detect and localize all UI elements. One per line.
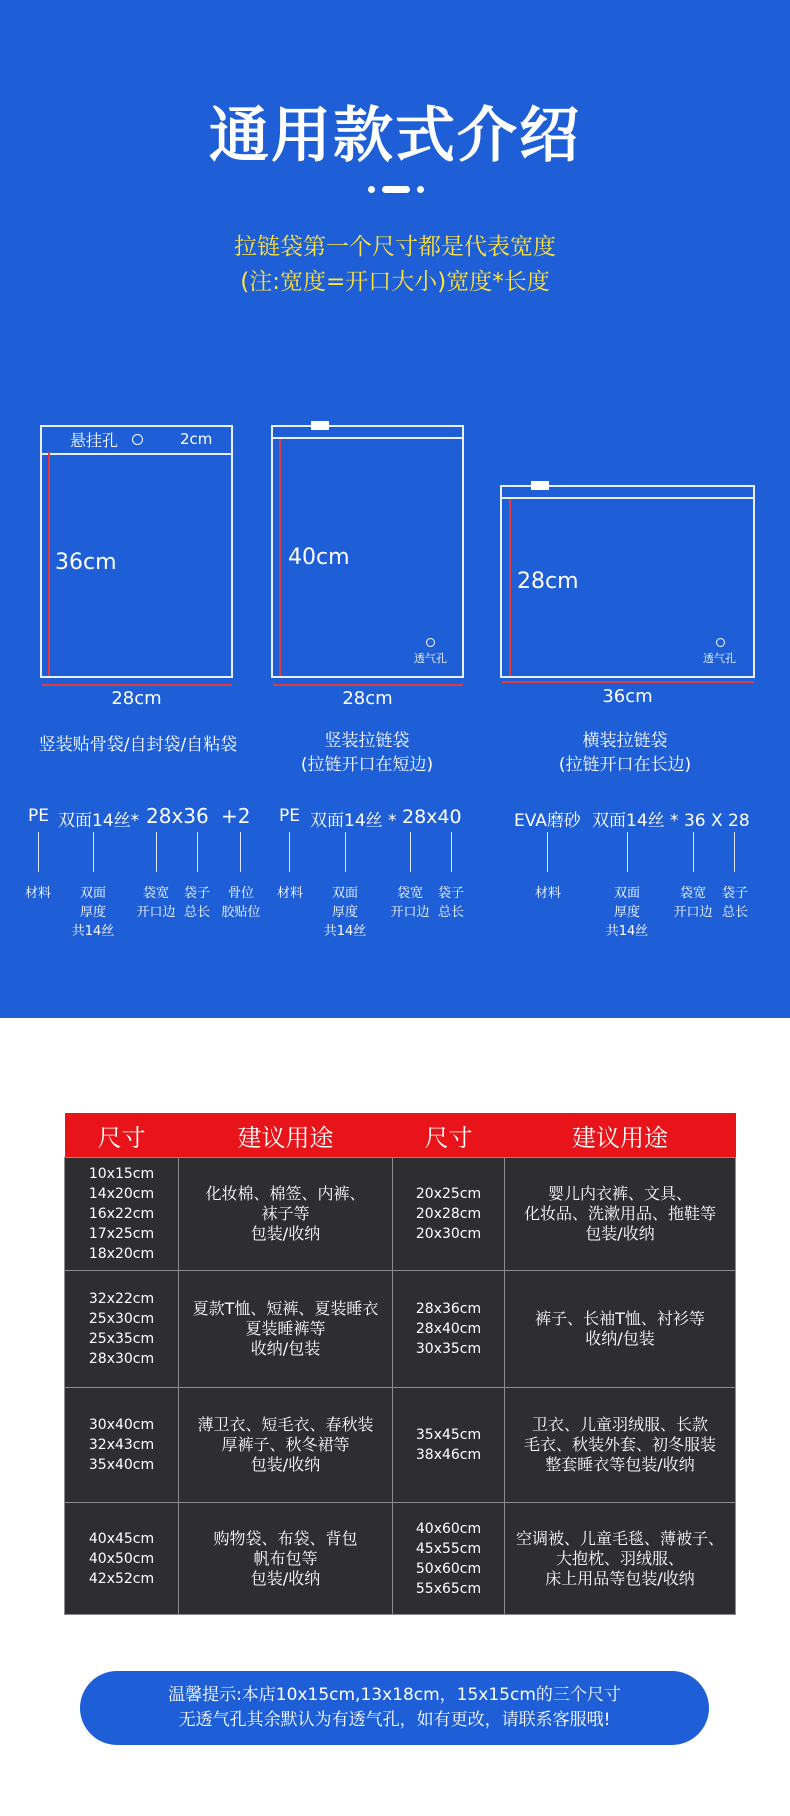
spec-tick: [197, 832, 198, 872]
label-glue: 骨位 胶贴位: [221, 886, 261, 920]
subtitle-line-2: (注:宽度=开口大小)宽度*长度: [240, 269, 550, 295]
divider-dot: [417, 186, 424, 193]
notice-line-2: 无透气孔其余默认为有透气孔，如有更改，请联系客服哦!: [178, 1710, 611, 1730]
usage-cell: 卫衣、儿童羽绒服、长款 毛衣、秋装外套、初冬服装 整套睡衣等包装/收纳: [505, 1388, 736, 1503]
spec-tick: [734, 832, 735, 872]
size-cell: 35x45cm 38x46cm: [393, 1388, 505, 1503]
bag-type-name: 竖装拉链袋: [324, 731, 410, 751]
usage-cell: 裤子、长袖T恤、衬衫等 收纳/包装: [505, 1271, 736, 1388]
bag-type-note: (拉链开口在长边): [558, 755, 692, 775]
label-thickness: 双面 厚度 共14丝: [605, 886, 649, 939]
table-row: [65, 1503, 736, 1615]
spec-tick: [38, 832, 39, 872]
table-row: [65, 1388, 736, 1503]
label-length: 袋子 总长: [183, 886, 210, 920]
size-cell: 40x60cm 45x55cm 50x60cm 55x65cm: [393, 1503, 505, 1615]
usage-cell: 夏款T恤、短裤、夏装睡衣 夏装睡裤等 收纳/包装: [179, 1271, 393, 1388]
usage-cell: 化妆棉、棉签、内裤、 袜子等 包装/收纳: [179, 1158, 393, 1271]
height-marker: [509, 499, 511, 676]
zip-slider: [311, 421, 329, 430]
spec-material: PE: [279, 806, 300, 826]
bag-width-label: 36cm: [602, 686, 653, 707]
label-thickness: 双面 厚度 共14丝: [71, 886, 115, 939]
spec-glue: +2: [221, 804, 251, 828]
bag-height-label: 28cm: [517, 569, 579, 594]
header-size: 尺寸: [393, 1113, 505, 1158]
label-thickness: 双面 厚度 共14丝: [323, 886, 367, 939]
label-length: 袋子 总长: [721, 886, 748, 920]
label-material: 材料: [24, 886, 51, 901]
title-divider: [368, 184, 424, 194]
header-usage: 建议用途: [505, 1113, 736, 1158]
width-marker: [502, 681, 754, 683]
spec-tick: [693, 832, 694, 872]
spec-size: 28x40: [402, 806, 462, 828]
divider-dot: [368, 186, 375, 193]
zip-line: [273, 437, 462, 439]
size-usage-table: [64, 1113, 736, 1615]
bag-width-label: 28cm: [111, 688, 162, 709]
header-usage: 建议用途: [179, 1113, 393, 1158]
spec-material: PE: [28, 806, 49, 826]
spec-material: EVA磨砂: [514, 811, 581, 831]
strip-size-label: 2cm: [180, 430, 213, 448]
subtitle-line-1: 拉链袋第一个尺寸都是代表宽度: [234, 234, 556, 260]
hang-hole-label: 悬挂孔: [70, 431, 119, 450]
vent-hole-label: 透气孔: [703, 652, 736, 665]
zip-line: [502, 497, 753, 499]
hang-hole-icon: [132, 434, 143, 445]
spec-tick: [627, 832, 628, 872]
spec-tick: [156, 832, 157, 872]
usage-cell: 空调被、儿童毛毯、薄被子、 大抱枕、羽绒服、 床上用品等包装/收纳: [505, 1503, 736, 1615]
header-size: 尺寸: [65, 1113, 179, 1158]
spec-tick: [240, 832, 241, 872]
bag-height-label: 36cm: [55, 550, 117, 575]
spec-tick: [345, 832, 346, 872]
usage-cell: 薄卫衣、短毛衣、春秋装 厚裤子、秋冬裙等 包装/收纳: [179, 1388, 393, 1503]
height-marker: [48, 452, 50, 676]
size-cell: 30x40cm 32x43cm 35x40cm: [65, 1388, 179, 1503]
size-cell: 32x22cm 25x30cm 25x35cm 28x30cm: [65, 1271, 179, 1388]
vent-hole-icon: [716, 638, 725, 647]
spec-size: 28x36: [146, 804, 209, 828]
table-row: [65, 1158, 736, 1271]
divider-dash: [382, 186, 410, 193]
size-cell: 40x45cm 40x50cm 42x52cm: [65, 1503, 179, 1615]
bag-type-name: 横装拉链袋: [582, 731, 668, 751]
size-cell: 20x25cm 20x28cm 20x30cm: [393, 1158, 505, 1271]
label-width: 袋宽 开口边: [390, 886, 430, 920]
label-width: 袋宽 开口边: [673, 886, 713, 920]
label-material: 材料: [534, 886, 561, 901]
spec-tick: [547, 832, 548, 872]
zip-slider: [531, 481, 549, 490]
label-length: 袋子 总长: [437, 886, 464, 920]
label-material: 材料: [276, 886, 303, 901]
spec-tick: [410, 832, 411, 872]
notice-line-1: 温馨提示:本店10x15cm,13x18cm，15x15cm的三个尺寸: [168, 1685, 621, 1705]
spec-tick: [93, 832, 94, 872]
bag-type-note: (拉链开口在短边): [300, 755, 434, 775]
table-row: [65, 1271, 736, 1388]
size-cell: 10x15cm 14x20cm 16x22cm 17x25cm 18x20cm: [65, 1158, 179, 1271]
table-header-row: [65, 1113, 736, 1158]
bag-height-label: 40cm: [288, 545, 350, 570]
height-marker: [279, 439, 281, 676]
vent-hole-label: 透气孔: [414, 652, 447, 665]
spec-tick: [451, 832, 452, 872]
spec-tick: [289, 832, 290, 872]
page-title: 通用款式介绍: [209, 101, 581, 171]
bag-width-label: 28cm: [342, 688, 393, 709]
width-marker: [42, 684, 232, 686]
bag-type-name: 竖装贴骨袋/自封袋/自粘袋: [38, 735, 238, 755]
spec-thickness: 双面14丝*: [58, 811, 140, 831]
spec-thickness-size: 双面14丝 * 36 X 28: [592, 811, 750, 831]
spec-thickness: 双面14丝 *: [310, 811, 397, 831]
width-marker: [273, 684, 463, 686]
label-width: 袋宽 开口边: [136, 886, 176, 920]
notice-banner: [80, 1671, 709, 1745]
vent-hole-icon: [426, 638, 435, 647]
usage-cell: 购物袋、布袋、背包 帆布包等 包装/收纳: [179, 1503, 393, 1615]
usage-cell: 婴儿内衣裤、文具、 化妆品、洗漱用品、拖鞋等 包装/收纳: [505, 1158, 736, 1271]
size-cell: 28x36cm 28x40cm 30x35cm: [393, 1271, 505, 1388]
